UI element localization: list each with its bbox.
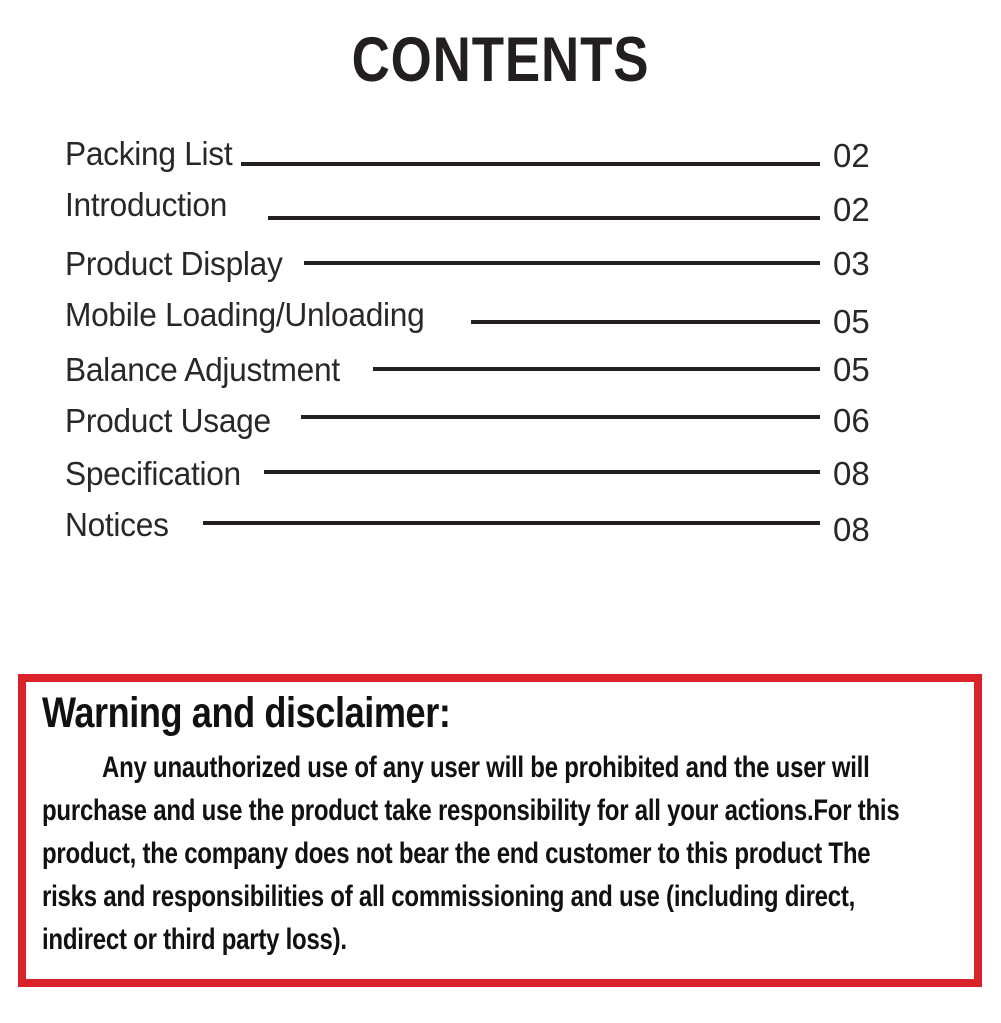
toc-leader-line	[268, 216, 820, 220]
toc-item-label: Introduction	[65, 185, 228, 223]
toc-item-label: Notices	[65, 505, 169, 543]
toc-row-packing-list	[65, 128, 877, 179]
page-title: CONTENTS	[351, 25, 650, 95]
toc-page-number: 08	[833, 510, 870, 548]
table-of-contents	[65, 128, 877, 550]
toc-row-product-display	[65, 238, 877, 289]
toc-page-number: 02	[833, 136, 870, 174]
toc-item-label: Product Display	[65, 244, 283, 282]
warning-box	[18, 674, 982, 987]
toc-item-label: Packing List	[65, 134, 233, 172]
toc-row-specification	[65, 448, 877, 499]
toc-row-balance-adjustment	[65, 344, 877, 395]
toc-page-number: 08	[833, 454, 870, 492]
toc-leader-line	[203, 521, 820, 525]
toc-row-notices	[65, 499, 877, 550]
toc-page-number: 06	[833, 401, 870, 439]
warning-text-line: product, the company does not bear the end customer to this product The	[42, 837, 871, 870]
warning-body	[42, 746, 962, 961]
toc-page-number: 05	[833, 350, 870, 388]
warning-text-line: Any unauthorized use of any user will be prohibited and the user will	[102, 751, 870, 784]
toc-item-label: Product Usage	[65, 401, 271, 439]
toc-page-number: 02	[833, 190, 870, 228]
toc-leader-line	[241, 162, 820, 166]
toc-page-number: 03	[833, 244, 870, 282]
warning-text-line: indirect or third party loss).	[42, 923, 347, 956]
toc-row-mobile-loading-unloading	[65, 289, 877, 340]
toc-row-product-usage	[65, 395, 877, 446]
toc-item-label: Balance Adjustment	[65, 350, 340, 388]
toc-leader-line	[471, 320, 820, 324]
warning-text-line: purchase and use the product take responsibility for all your actions.For this	[42, 794, 900, 827]
toc-row-introduction	[65, 179, 877, 230]
warning-title: Warning and disclaimer:	[42, 689, 451, 737]
toc-leader-line	[264, 470, 820, 474]
toc-leader-line	[301, 415, 820, 419]
toc-page-number: 05	[833, 302, 870, 340]
toc-leader-line	[373, 367, 820, 371]
toc-leader-line	[304, 261, 820, 265]
warning-text-line: risks and responsibilities of all commissioning and use (including direct,	[42, 880, 856, 913]
toc-item-label: Specification	[65, 454, 241, 492]
toc-item-label: Mobile Loading/Unloading	[65, 295, 425, 333]
